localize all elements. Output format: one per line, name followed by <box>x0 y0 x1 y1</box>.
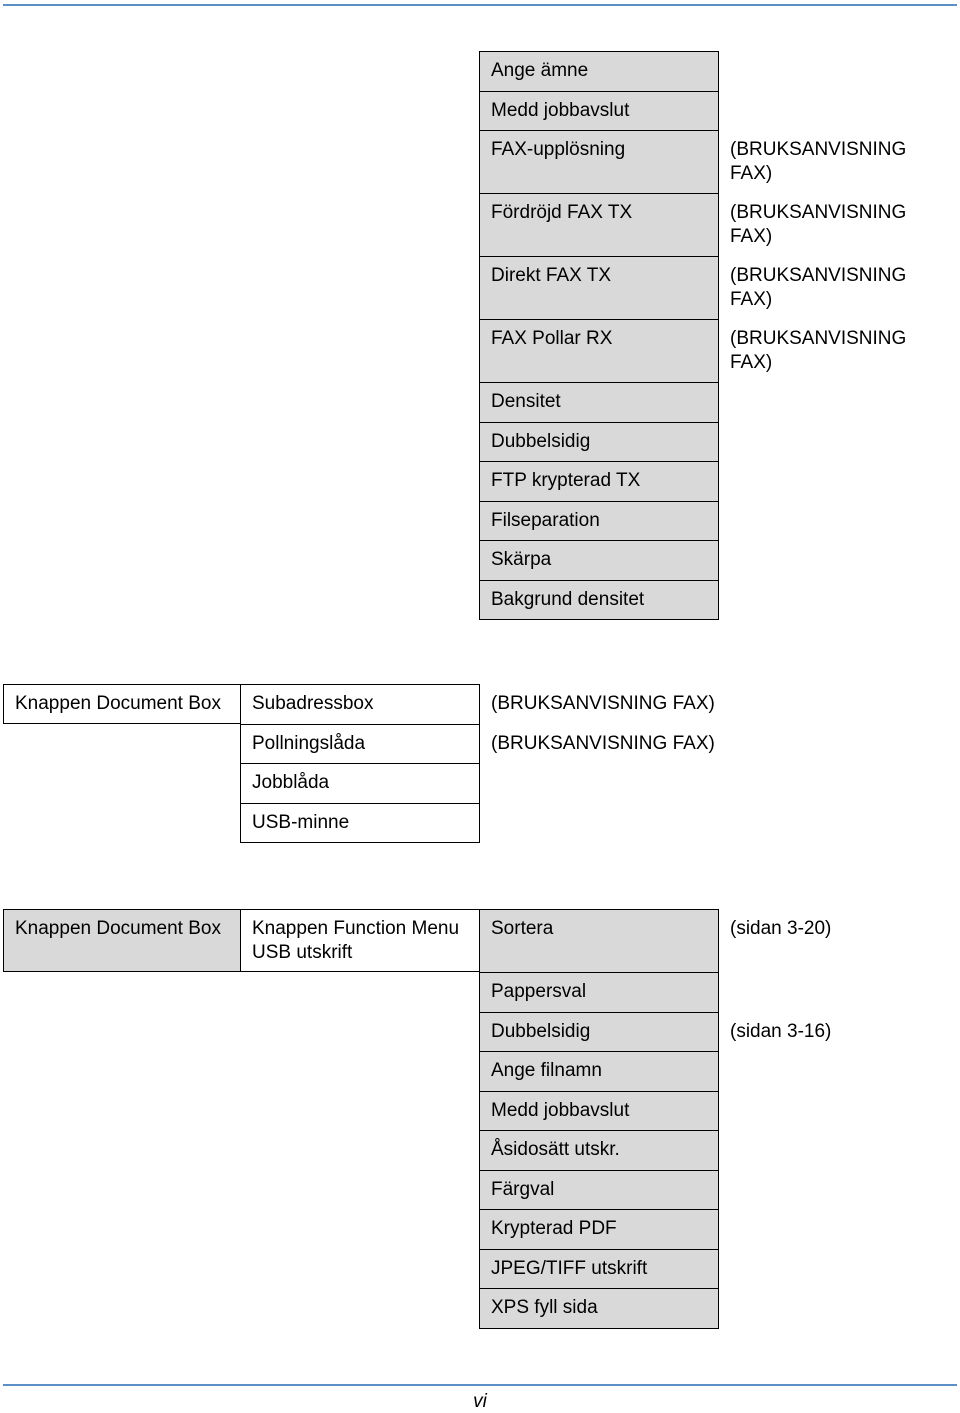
section-1-item-reference: (BRUKSANVISNING FAX) <box>730 328 907 373</box>
section-3-item-label: Ange filnamn <box>491 1060 602 1081</box>
section-3-item <box>479 1288 719 1329</box>
section-1-item-label: Dubbelsidig <box>491 430 591 452</box>
section-3-item-label: XPS fyll sida <box>491 1297 598 1318</box>
section-2-item <box>240 684 480 725</box>
bottom-rule <box>3 1384 957 1386</box>
section-3-item <box>479 1091 719 1132</box>
section-1-item <box>479 382 719 423</box>
section-1-item-label: Skärpa <box>491 549 552 570</box>
section-1-item-label: Medd jobbavslut <box>491 99 630 121</box>
section-3-sub-label: Knappen Function Menu USB utskrift <box>252 918 460 963</box>
section-3-item-label: Färgval <box>491 1178 555 1200</box>
section-3-root-label: Knappen Document Box <box>15 918 221 939</box>
section-1-item-label: Filseparation <box>491 509 600 531</box>
section-2-item <box>240 763 480 804</box>
section-1-item <box>479 461 719 502</box>
section-1-item-label: Direkt FAX TX <box>491 265 612 286</box>
section-1-item <box>479 193 719 257</box>
section-3-item <box>479 972 719 1013</box>
section-3-item <box>479 1249 719 1290</box>
section-1-item <box>479 91 719 132</box>
section-1-item-reference: (BRUKSANVISNING FAX) <box>730 265 907 310</box>
section-2-item-label: Jobblåda <box>252 772 330 793</box>
section-3-item <box>479 1209 719 1250</box>
section-3-item-label: Pappersval <box>491 981 587 1002</box>
section-2-root <box>3 684 241 724</box>
section-1-item <box>479 130 719 194</box>
section-1-item-label: FTP krypterad TX <box>491 470 641 491</box>
section-2-item-reference: (BRUKSANVISNING FAX) <box>491 732 715 754</box>
section-1-item <box>479 540 719 581</box>
section-1-item-label: Ange ämne <box>491 60 589 81</box>
section-1-item <box>479 51 719 92</box>
section-2-item <box>240 724 480 765</box>
section-3-item-label: Dubbelsidig <box>491 1020 591 1042</box>
top-rule <box>3 4 957 6</box>
section-3-sub <box>240 909 480 972</box>
section-1-item-reference: (BRUKSANVISNING FAX) <box>730 139 907 184</box>
section-3-item <box>479 1130 719 1171</box>
section-3-item <box>479 909 719 973</box>
section-1-item <box>479 319 719 383</box>
section-2-item-label: Subadressbox <box>252 693 374 714</box>
section-1-item-label: Bakgrund densitet <box>491 588 645 610</box>
section-1-item <box>479 580 719 621</box>
section-3-item-reference: (sidan 3-16) <box>730 1020 832 1042</box>
section-3-item-label: Medd jobbavslut <box>491 1099 630 1121</box>
section-1-item-label: Fördröjd FAX TX <box>491 202 633 223</box>
section-3-item-label: Åsidosätt utskr. <box>491 1139 620 1160</box>
section-2-item-reference: (BRUKSANVISNING FAX) <box>491 693 715 714</box>
section-1-item-label: FAX Pollar RX <box>491 328 613 349</box>
section-3-item <box>479 1012 719 1053</box>
section-1-item <box>479 501 719 542</box>
section-1-item-label: Densitet <box>491 391 561 412</box>
section-3-item <box>479 1051 719 1092</box>
section-2-item-label: Pollningslåda <box>252 732 366 754</box>
section-3-root <box>3 909 241 972</box>
section-2-item <box>240 803 480 844</box>
section-1-item-reference: (BRUKSANVISNING FAX) <box>730 202 907 247</box>
section-1-item <box>479 422 719 463</box>
section-3-item-reference: (sidan 3-20) <box>730 918 832 939</box>
section-1-item <box>479 256 719 320</box>
section-3-item-label: JPEG/TIFF utskrift <box>491 1257 648 1279</box>
section-3-item-label: Krypterad PDF <box>491 1218 617 1239</box>
section-1-item-label: FAX-upplösning <box>491 139 626 160</box>
section-3-item-label: Sortera <box>491 918 554 939</box>
page-number: vi <box>473 1391 487 1412</box>
section-2-root-label: Knappen Document Box <box>15 693 221 714</box>
section-3-item <box>479 1170 719 1211</box>
section-2-item-label: USB-minne <box>252 811 350 833</box>
